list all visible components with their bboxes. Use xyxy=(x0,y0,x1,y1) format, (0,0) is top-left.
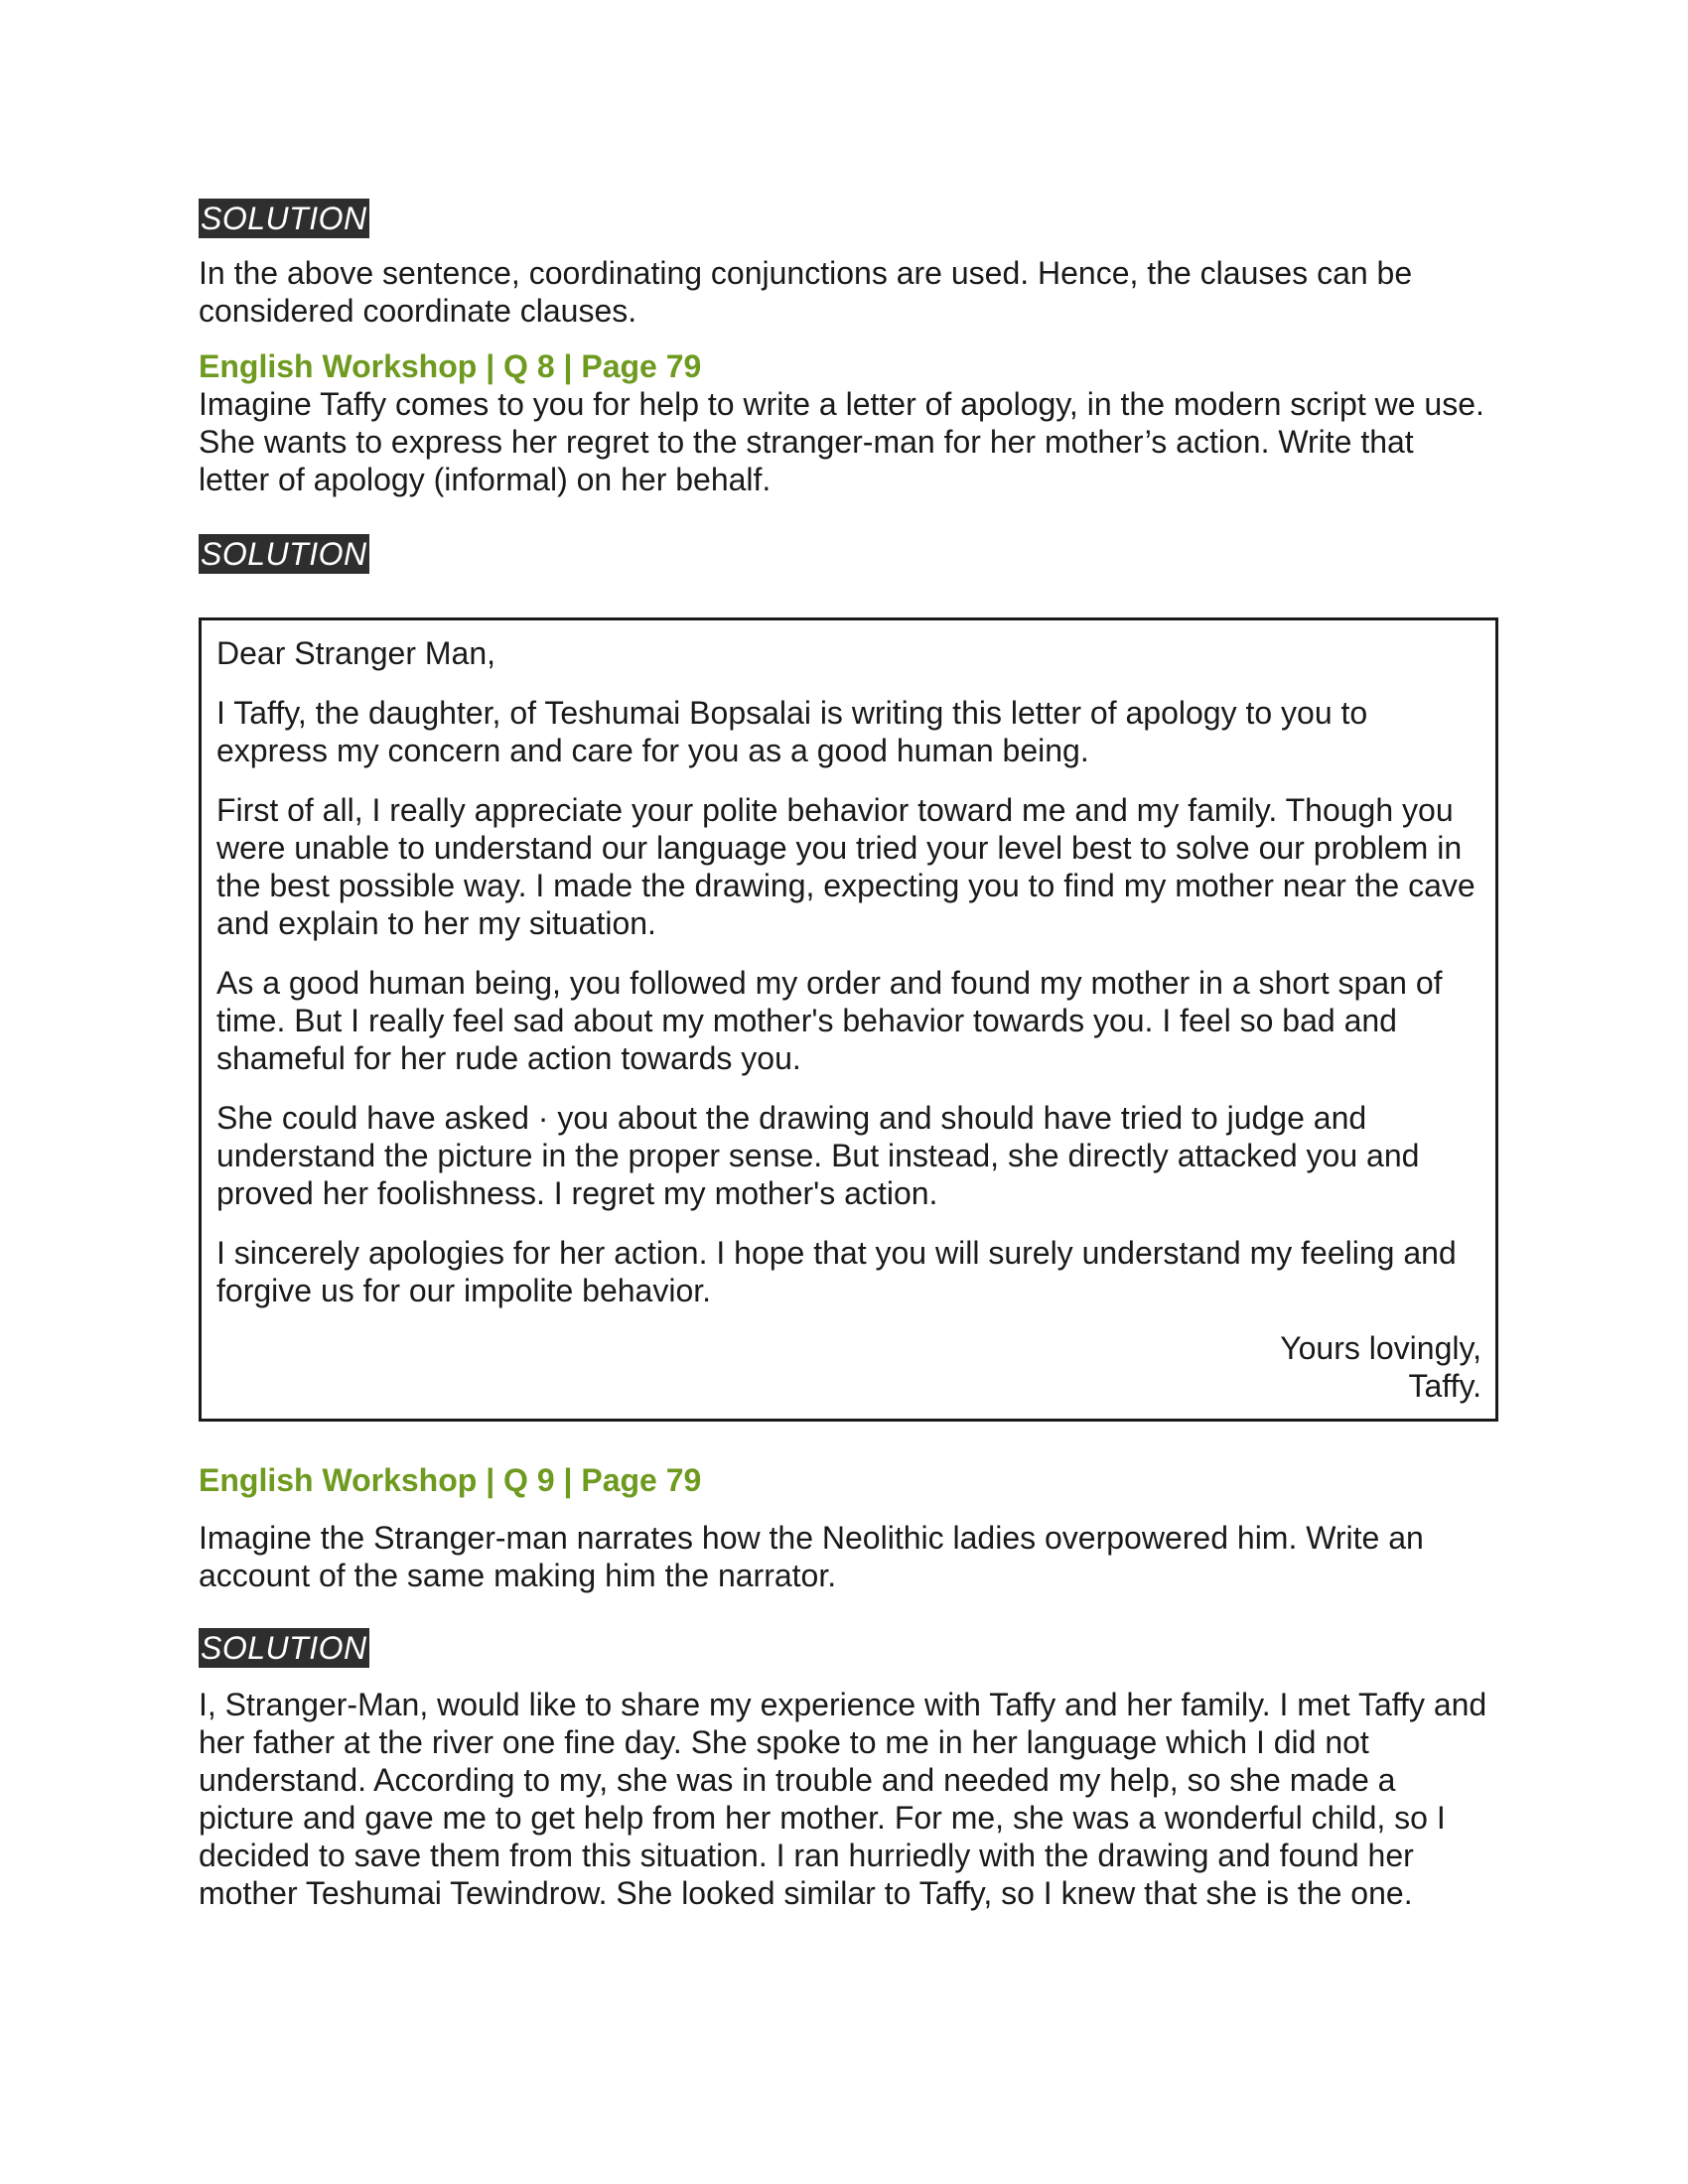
apology-letter-box xyxy=(199,617,1498,1422)
solution-label: SOLUTION xyxy=(201,201,367,236)
document-page xyxy=(199,199,1489,1912)
letter-closing: Yours lovingly, xyxy=(1280,1330,1481,1366)
solution-label: SOLUTION xyxy=(201,1630,367,1666)
question-text-q9: Imagine the Stranger-man narrates how the Neolithic ladies overpowered him. Write an account of the same making him the narrator. xyxy=(199,1520,1424,1593)
solution-text-q9: I, Stranger-Man, would like to share my experience with Taffy and her family. I met Taffy and her father at the river one fine day. She spoke to me in her language which I did not understand. According to my, she was in trouble and needed my help, so she made a picture and gave me to get help from her mother. For me, she was a wonderful child, so I decided to save them from this situation. I ran hurriedly with the drawing and found her mother Teshumai Tewindrow. She looked similar to Taffy, so I knew that she is the one. xyxy=(199,1687,1487,1911)
solution-label: SOLUTION xyxy=(201,536,367,572)
letter-paragraph: I sincerely apologies for her action. I hope that you will surely understand my feeling and forgive us for our impolite behavior. xyxy=(216,1235,1457,1308)
solution-block-1 xyxy=(199,199,1489,238)
solution-block-q8 xyxy=(199,534,1489,574)
question-heading-q9: English Workshop | Q 9 | Page 79 xyxy=(199,1462,702,1498)
solution-block-q9 xyxy=(199,1628,1489,1668)
question-heading-q8: English Workshop | Q 8 | Page 79 xyxy=(199,348,702,384)
letter-greeting: Dear Stranger Man, xyxy=(216,635,496,671)
letter-paragraph: I Taffy, the daughter, of Teshumai Bopsalai is writing this letter of apology to you to express my concern and care for you as a good human being. xyxy=(216,695,1368,768)
solution-text-1: In the above sentence, coordinating conjunctions are used. Hence, the clauses can be considered coordinate clauses. xyxy=(199,255,1413,329)
letter-paragraph: As a good human being, you followed my order and found my mother in a short span of time. But I really feel sad about my mother's behavior towards you. I feel so bad and shameful for her rude action towards you. xyxy=(216,965,1443,1076)
letter-paragraph: First of all, I really appreciate your polite behavior toward me and my family. Though you were unable to understand our language you tried your level best to solve our problem in the best possible way. I made the drawing, expecting you to find my mother near the cave and explain to her my situation. xyxy=(216,792,1476,941)
letter-signature: Taffy. xyxy=(1408,1368,1481,1404)
question-text-q8: Imagine Taffy comes to you for help to write a letter of apology, in the modern script we use. She wants to express her regret to the stranger-man for her mother’s action. Write that letter of apology (informal) on her behalf. xyxy=(199,386,1484,497)
letter-paragraph: She could have asked · you about the drawing and should have tried to judge and understand the picture in the proper sense. But instead, she directly attacked you and proved her foolishness. I regret my mother's action. xyxy=(216,1100,1420,1211)
